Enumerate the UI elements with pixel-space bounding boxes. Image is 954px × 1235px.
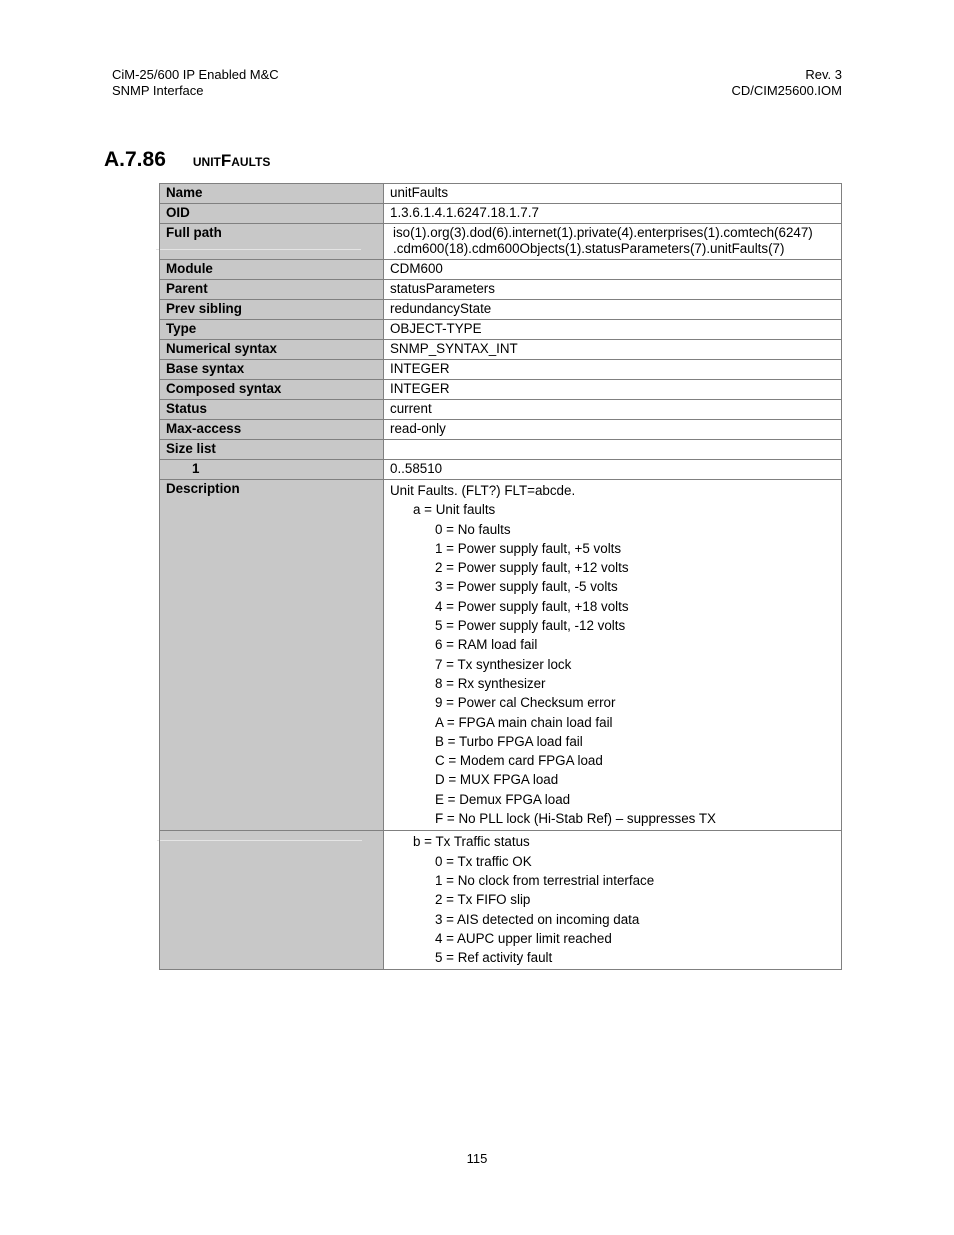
row-value: OBJECT-TYPE xyxy=(384,320,842,340)
row-value: INTEGER xyxy=(384,380,842,400)
row-label xyxy=(160,224,384,260)
running-header-right xyxy=(731,67,842,99)
running-header-left xyxy=(112,67,279,99)
document-subtitle: SNMP Interface xyxy=(112,83,204,98)
row-label-text: Full path xyxy=(166,225,222,240)
fault-code-item: 3 = AIS detected on incoming data xyxy=(435,911,640,927)
description-row xyxy=(160,480,842,831)
row-label: Description xyxy=(160,480,384,831)
row-value: read-only xyxy=(384,420,842,440)
fault-code-item: 8 = Rx synthesizer xyxy=(435,675,546,691)
row-label: Prev sibling xyxy=(160,300,384,320)
row-label: Name xyxy=(160,184,384,204)
table-row xyxy=(160,400,842,420)
description-cell xyxy=(384,831,842,970)
table-row xyxy=(160,300,842,320)
fault-code-item: 1 = No clock from terrestrial interface xyxy=(435,872,655,888)
table-row xyxy=(160,380,842,400)
row-label: Parent xyxy=(160,280,384,300)
fault-group-a-list xyxy=(390,520,835,829)
description-row-continued xyxy=(160,831,842,970)
section-name: unitFaults xyxy=(192,151,271,170)
fault-code-item: 0 = No faults xyxy=(435,521,511,537)
table-row xyxy=(160,260,842,280)
table-row xyxy=(160,360,842,380)
label-divider xyxy=(157,832,362,841)
table-row xyxy=(160,184,842,204)
fault-code-item: 3 = Power supply fault, -5 volts xyxy=(435,579,618,595)
row-label: OID xyxy=(160,204,384,224)
revision-label: Rev. 3 xyxy=(805,67,842,82)
table-row xyxy=(160,320,842,340)
label-divider xyxy=(156,241,361,250)
table-row xyxy=(160,460,842,480)
fault-code-item: 0 = Tx traffic OK xyxy=(435,853,532,869)
row-value: current xyxy=(384,400,842,420)
row-value: statusParameters xyxy=(384,280,842,300)
fault-code-item: E = Demux FPGA load xyxy=(435,791,571,807)
section-heading xyxy=(104,148,270,172)
section-number: A.7.86 xyxy=(104,148,166,171)
row-label: Base syntax xyxy=(160,360,384,380)
fault-code-item: 2 = Tx FIFO slip xyxy=(435,892,531,908)
table-row xyxy=(160,280,842,300)
row-label: Module xyxy=(160,260,384,280)
row-value: 0..58510 xyxy=(384,460,842,480)
row-label: Status xyxy=(160,400,384,420)
fault-code-item: 6 = RAM load fail xyxy=(435,637,538,653)
fault-code-item: 5 = Power supply fault, -12 volts xyxy=(435,618,626,634)
table-row xyxy=(160,420,842,440)
fault-group-b-list xyxy=(390,852,835,968)
fault-code-item: 7 = Tx synthesizer lock xyxy=(435,656,572,672)
fault-group-title: a = Unit faults xyxy=(413,502,496,518)
row-value xyxy=(384,224,842,260)
full-path-line-2: .cdm600(18).cdm600Objects(1).statusParameters(7).unitFaults(7) xyxy=(393,241,785,256)
table-row xyxy=(160,204,842,224)
row-value: SNMP_SYNTAX_INT xyxy=(384,340,842,360)
row-label-empty xyxy=(160,831,384,970)
row-label: Max-access xyxy=(160,420,384,440)
fault-code-item: F = No PLL lock (Hi-Stab Ref) – suppresses TX xyxy=(435,811,716,827)
row-label: Type xyxy=(160,320,384,340)
mib-object-table xyxy=(159,183,842,970)
fault-code-item: 5 = Ref activity fault xyxy=(435,950,553,966)
fault-code-item: B = Turbo FPGA load fail xyxy=(435,733,583,749)
row-label: 1 xyxy=(160,460,384,480)
row-value: INTEGER xyxy=(384,360,842,380)
row-label: Size list xyxy=(160,440,384,460)
row-value: redundancyState xyxy=(384,300,842,320)
document-code: CD/CIM25600.IOM xyxy=(731,83,842,98)
table-row xyxy=(160,340,842,360)
fault-code-item: 9 = Power cal Checksum error xyxy=(435,695,616,711)
table-row xyxy=(160,224,842,260)
fault-code-item: 1 = Power supply fault, +5 volts xyxy=(435,540,622,556)
row-value xyxy=(384,440,842,460)
fault-code-item: 4 = Power supply fault, +18 volts xyxy=(435,598,629,614)
fault-code-item: 2 = Power supply fault, +12 volts xyxy=(435,560,629,576)
page-number: 115 xyxy=(466,1151,488,1166)
table-row xyxy=(160,440,842,460)
fault-code-item: A = FPGA main chain load fail xyxy=(435,714,613,730)
row-label: Numerical syntax xyxy=(160,340,384,360)
full-path-line-1: iso(1).org(3).dod(6).internet(1).private(4).enterprises(1).comtech(6247) xyxy=(393,225,813,240)
fault-code-item: 4 = AUPC upper limit reached xyxy=(435,930,612,946)
row-value: CDM600 xyxy=(384,260,842,280)
row-value: unitFaults xyxy=(384,184,842,204)
fault-group-title: b = Tx Traffic status xyxy=(413,834,530,850)
row-value: 1.3.6.1.4.1.6247.18.1.7.7 xyxy=(384,204,842,224)
row-label: Composed syntax xyxy=(160,380,384,400)
description-cell xyxy=(384,480,842,831)
fault-code-item: C = Modem card FPGA load xyxy=(435,753,603,769)
fault-code-item: D = MUX FPGA load xyxy=(435,772,559,788)
document-title: CiM-25/600 IP Enabled M&C xyxy=(112,67,279,82)
description-intro: Unit Faults. (FLT?) FLT=abcde. xyxy=(390,483,576,498)
